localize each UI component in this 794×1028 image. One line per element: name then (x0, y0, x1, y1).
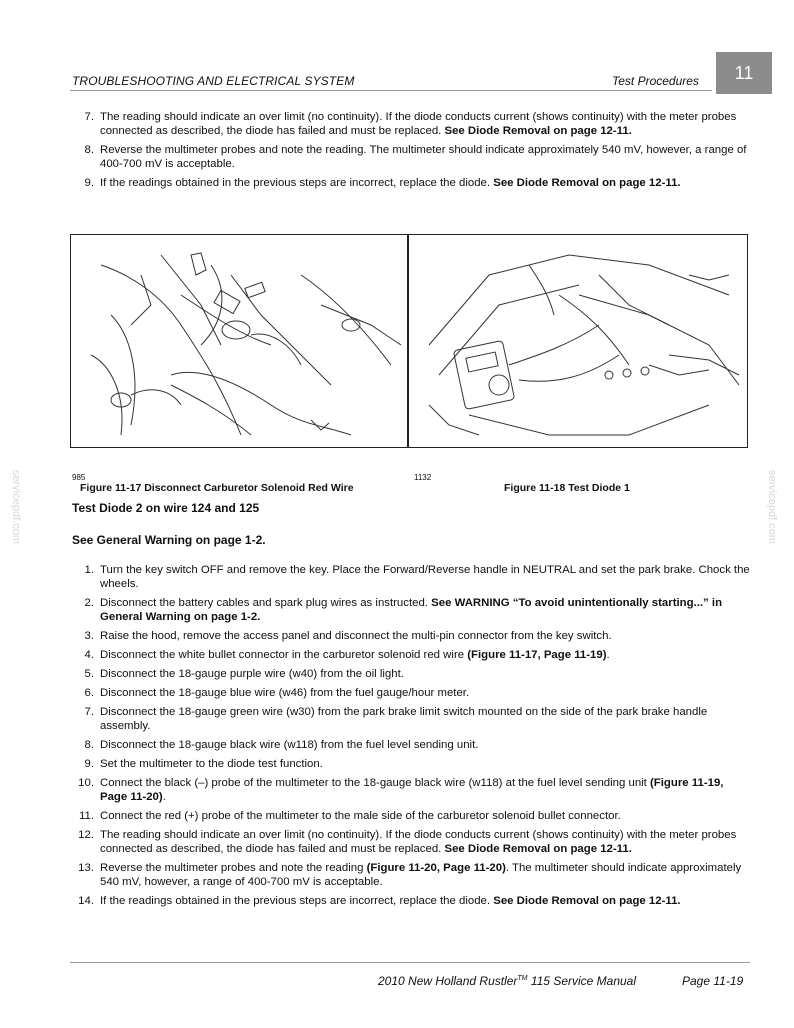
watermark: servicepdf.com (10, 470, 22, 544)
footer-manual-title: 2010 New Holland Rustler™ 115 Service Manual (378, 974, 637, 988)
step-number: 8. (84, 144, 94, 156)
step-text: If the readings obtained in the previous steps are incorrect, replace the diode. (100, 895, 494, 907)
step-text-tail: . (162, 791, 166, 803)
step-text: The reading should indicate an over limit (no continuity). If the diode conducts current (shows continuity) with the meter probes connected as described, the diode has failed and must be replaced. (100, 111, 737, 137)
step-reference: (Figure 11-17, Page 11-19) (467, 649, 607, 661)
section-heading: Test Diode 2 on wire 124 and 125 (72, 501, 260, 515)
step-text: Connect the black (–) probe of the multimeter to the 18-gauge black wire (w118) at the fuel level sending unit (100, 777, 651, 789)
step-item (70, 176, 750, 190)
step-item (70, 705, 750, 733)
step-text: Disconnect the 18-gauge blue wire (w46) from the fuel gauge/hour meter. (100, 687, 470, 699)
step-item (70, 757, 750, 771)
step-number: 8. (84, 739, 94, 751)
step-text: Disconnect the white bullet connector in the carburetor solenoid red wire (100, 649, 468, 661)
step-item (70, 776, 750, 804)
step-number: 5. (84, 668, 94, 680)
footer-rule (70, 962, 750, 963)
step-item (70, 648, 750, 662)
step-text: Disconnect the 18-gauge black wire (w118) from the fuel level sending unit. (100, 739, 479, 751)
step-reference: See Diode Removal on page 12-11. (493, 177, 681, 189)
step-item (70, 809, 750, 823)
step-text: Disconnect the 18-gauge purple wire (w40) from the oil light. (100, 668, 404, 680)
step-item (70, 596, 750, 624)
section-title: TROUBLESHOOTING AND ELECTRICAL SYSTEM (72, 74, 355, 88)
step-reference: See Diode Removal on page 12-11. (493, 895, 681, 907)
step-number: 7. (84, 706, 94, 718)
step-text: Raise the hood, remove the access panel and disconnect the multi-pin connector from the key switch. (100, 630, 612, 642)
step-number: 6. (84, 687, 94, 699)
header-rule (70, 90, 712, 91)
step-number: 11. (79, 810, 94, 822)
step-text: Set the multimeter to the diode test function. (100, 758, 323, 770)
step-text-tail: . (606, 649, 610, 661)
step-text: Reverse the multimeter probes and note the reading (100, 862, 367, 874)
step-text: If the readings obtained in the previous steps are incorrect, replace the diode. (100, 177, 494, 189)
trademark-mark: TM (517, 975, 528, 982)
steps-top (70, 110, 750, 195)
step-number: 2. (84, 597, 94, 609)
watermark: servicepdf.com (766, 470, 778, 544)
step-reference: (Figure 11-20, Page 11-20) (366, 862, 506, 874)
figure-caption: Figure 11-18 Test Diode 1 (504, 482, 630, 494)
figure-number: 1132 (414, 473, 432, 482)
step-number: 10. (78, 777, 94, 789)
step-text: Disconnect the battery cables and spark plug wires as instructed. (100, 597, 432, 609)
step-item (70, 667, 750, 681)
subsection-title: Test Procedures (612, 74, 699, 88)
step-item (70, 143, 750, 171)
step-text: Turn the key switch OFF and remove the key. Place the Forward/Reverse handle in NEUTRAL and set the park brake. Chock the wheels. (100, 564, 750, 590)
step-number: 4. (84, 649, 94, 661)
step-item (70, 563, 750, 591)
step-text: Reverse the multimeter probes and note the reading. The multimeter should indicate approximately 540 mV, however, a range of 400-700 mV is acceptable. (100, 144, 747, 170)
step-text: Disconnect the 18-gauge green wire (w30) from the park brake limit switch mounted on the side of the park brake handle assembly. (100, 706, 708, 732)
footer-page-number: Page 11-19 (682, 974, 744, 988)
step-item (70, 894, 750, 908)
step-item (70, 861, 750, 889)
step-number: 7. (84, 111, 94, 123)
step-number: 13. (78, 862, 94, 874)
step-reference: See Diode Removal on page 12-11. (444, 843, 632, 855)
step-item (70, 629, 750, 643)
step-reference: See WARNING “To avoid unintentionally starting...” in General Warning on page 1-2. (100, 597, 723, 623)
step-reference: See Diode Removal on page 12-11. (444, 125, 632, 137)
chapter-tab: 11 (716, 52, 772, 94)
figure-panel (70, 234, 748, 448)
step-item (70, 110, 750, 138)
carburetor-solenoid-illustration (71, 235, 406, 446)
step-number: 3. (84, 630, 94, 642)
step-number: 14. (78, 895, 94, 907)
figure-number: 985 (72, 473, 86, 482)
step-number: 1. (84, 564, 94, 576)
step-item (70, 828, 750, 856)
step-text-tail: . The multimeter should indicate approximately 540 mV, however, a range of 400-700 mV is acceptable. (100, 862, 742, 888)
step-number: 9. (84, 758, 94, 770)
step-item (70, 738, 750, 752)
diode-test-illustration (409, 235, 747, 446)
steps-main (70, 563, 750, 913)
step-item (70, 686, 750, 700)
warning-reference: See General Warning on page 1-2. (72, 533, 266, 547)
step-number: 9. (84, 177, 94, 189)
step-text: Connect the red (+) probe of the multimeter to the male side of the carburetor solenoid bullet connector. (100, 810, 621, 822)
figure-caption: Figure 11-17 Disconnect Carburetor Solenoid Red Wire (80, 482, 354, 494)
step-text: The reading should indicate an over limit (no continuity). If the diode conducts current (shows continuity) with the meter probes connected as described, the diode has failed and must be replaced. (100, 829, 737, 855)
step-reference: (Figure 11-19, Page 11-20) (100, 777, 724, 803)
step-number: 12. (78, 829, 94, 841)
